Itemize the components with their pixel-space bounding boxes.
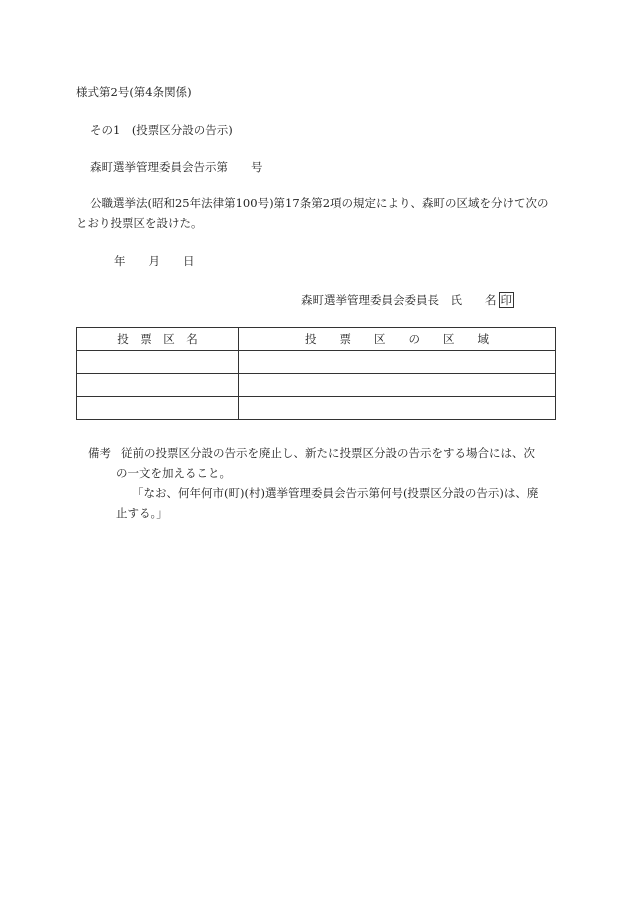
remarks-line1: 従前の投票区分設の告示を廃止し、新たに投票区分設の告示をする場合には、次 [121, 446, 535, 460]
remarks [88, 443, 558, 523]
remarks-quote1: 「なお、何年何市(町)(村)選挙管理委員会告示第何号(投票区分設の告示)は、廃 [132, 486, 539, 500]
table-row [77, 374, 556, 397]
header-district-name: 投 票 区 名 [77, 328, 239, 351]
notice-subtitle: その1 (投票区分設の告示) [90, 123, 233, 137]
voting-district-table [76, 327, 556, 420]
body-text: 公職選挙法(昭和25年法律第100号)第17条第2項の規定により、森町の区域を分けて次のとおり投票区を設けた。 [76, 196, 549, 230]
table-cell [239, 397, 556, 420]
table-cell [239, 351, 556, 374]
form-number: 様式第2号(第4条関係) [76, 85, 192, 99]
table-row [77, 397, 556, 420]
table-cell [77, 351, 239, 374]
table-cell [77, 397, 239, 420]
seal-mark: 印 [500, 293, 512, 307]
signatory-line [301, 292, 514, 308]
signatory-text: 森町選挙管理委員会委員長 氏 名 [301, 293, 497, 307]
remarks-quote2: 止する。」 [116, 506, 168, 520]
table-cell [77, 374, 239, 397]
remarks-label: 備考 [88, 446, 111, 460]
header-district-area: 投 票 区 の 区 域 [239, 328, 556, 351]
remarks-line2: の一文を加えること。 [116, 466, 231, 480]
table-cell [239, 374, 556, 397]
table-row [77, 351, 556, 374]
date-line: 年 月 日 [114, 254, 195, 268]
notice-number: 森町選挙管理委員会告示第 号 [90, 160, 263, 174]
table-header-row [77, 328, 556, 351]
